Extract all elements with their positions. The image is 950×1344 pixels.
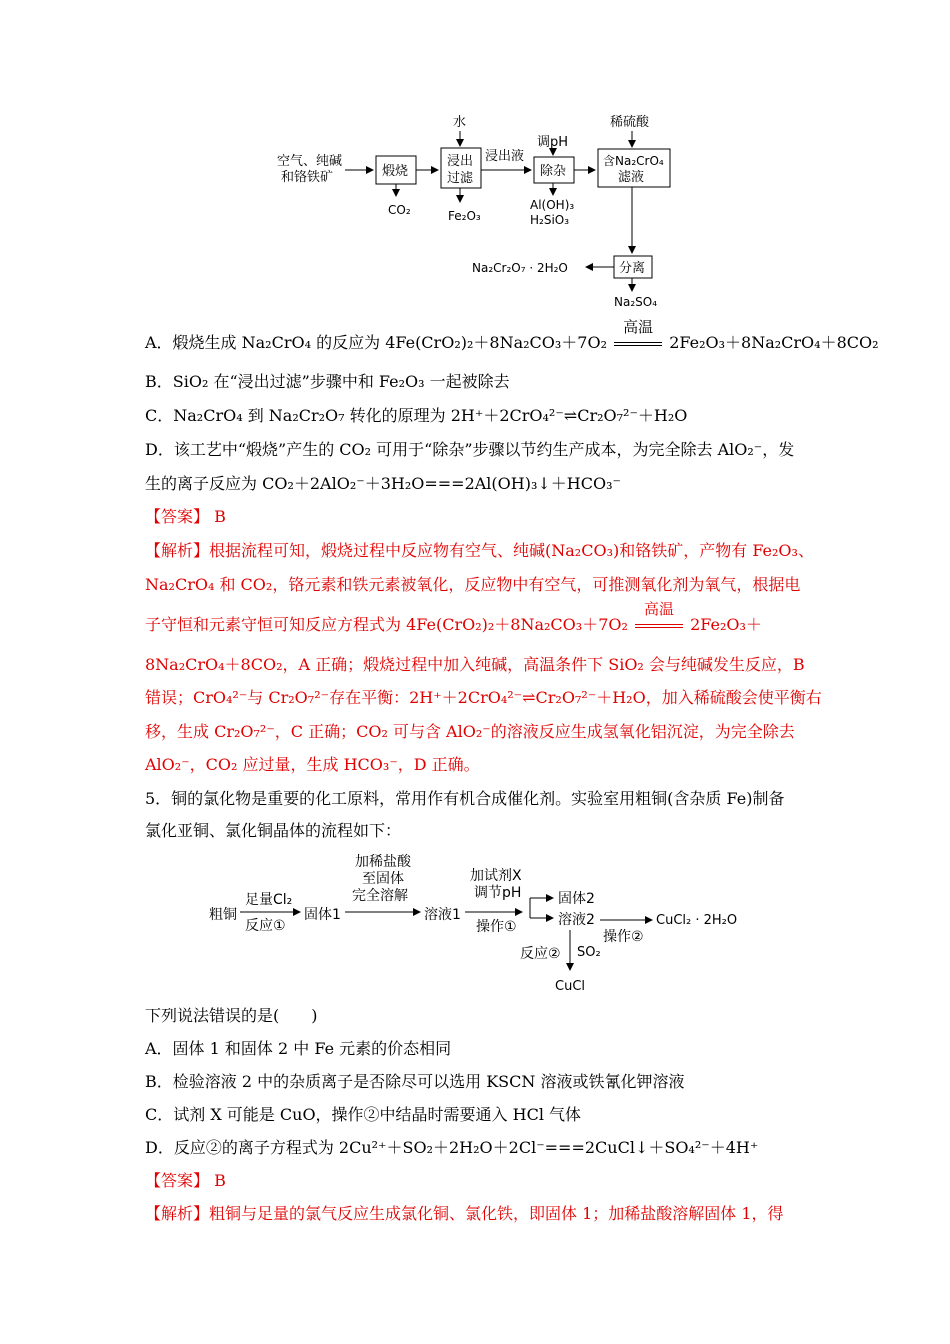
analysis-text: 根据流程可知，煅烧过程中反应物有空气、纯碱(Na₂CO₃)和铬铁矿，产物有 Fe₂O₃、 — [209, 541, 814, 560]
water-label: 水 — [453, 115, 467, 130]
h2sio3-label: H₂SiO₃ — [530, 213, 570, 227]
analysis-eq-left: 子守恒和元素守恒可知反应方程式为 4Fe(CrO₂)₂＋8Na₂CO₃＋7O₂ — [145, 615, 628, 634]
answer-value: B — [214, 1171, 226, 1190]
solid2-label: 固体2 — [558, 891, 595, 907]
flow1-input-line2: 和铬铁矿 — [281, 170, 334, 185]
q4-analysis-line3 — [145, 600, 762, 636]
cucl2-label: CuCl₂ · 2H₂O — [656, 913, 738, 928]
q5-option-a: A．固体 1 和固体 2 中 Fe 元素的价态相同 — [145, 1039, 452, 1058]
q5-option-d: D．反应②的离子方程式为 2Cu²⁺＋SO₂＋2H₂O＋2Cl⁻===2CuCl↓＋SO₄²⁻＋4H⁺ — [145, 1138, 759, 1157]
q4-option-c: C．Na₂CrO₄ 到 Na₂Cr₂O₇ 转化的原理为 2H⁺＋2CrO₄²⁻⇌Cr₂O₇²⁻＋H₂O — [145, 406, 688, 425]
cl2-label: 足量Cl₂ — [245, 892, 293, 908]
q4-answer — [145, 506, 226, 528]
so2-label: SO₂ — [577, 945, 601, 960]
reagent-x-1: 加试剂X — [470, 868, 522, 884]
q5-option-c: C．试剂 X 可能是 CuO，操作②中结晶时需要通入 HCl 气体 — [145, 1105, 582, 1124]
q5-option-b: B．检验溶液 2 中的杂质离子是否除尽可以选用 KSCN 溶液或铁氰化钾溶液 — [145, 1072, 685, 1091]
q4-analysis-line1 — [145, 540, 814, 562]
q4-analysis-line2: Na₂CrO₄ 和 CO₂，铬元素和铁元素被氧化，反应物中有空气，可推测氧化剂为氧气，根据电 — [145, 575, 801, 594]
q4-analysis-line5: 错误；CrO₄²⁻与 Cr₂O₇²⁻存在平衡：2H⁺＋2CrO₄²⁻⇌Cr₂O₇²⁻＋H₂O，加入稀硫酸会使平衡右 — [145, 688, 822, 707]
condition-high-temp — [633, 600, 685, 636]
reaction1-label: 反应① — [245, 918, 286, 934]
q5-stem-line1: 5．铜的氯化物是重要的化工原料，常用作有机合成催化剂。实验室用粗铜(含杂质 Fe)制备 — [145, 789, 785, 808]
condition-high-temp — [612, 318, 664, 354]
flow1-input-line1: 空气、纯碱 — [277, 154, 343, 169]
condition-label: 高温 — [643, 600, 674, 618]
q4-option-d-line2: 生的离子反应为 CO₂＋2AlO₂⁻＋3H₂O===2Al(OH)₃↓＋HCO₃⁻ — [145, 474, 621, 493]
q5-stem-line2: 氯化亚铜、氯化铜晶体的流程如下： — [145, 821, 402, 840]
op1-label: 操作① — [476, 919, 517, 935]
q5-answer — [145, 1170, 226, 1192]
leachate-label: 浸出液 — [485, 149, 525, 164]
analysis-text: 粗铜与足量的氯气反应生成氯化铜、氯化铁，即固体 1；加稀盐酸溶解固体 1，得 — [209, 1204, 784, 1223]
q4-analysis-line6: 移，生成 Cr₂O₇²⁻，C 正确；CO₂ 可与含 AlO₂⁻的溶液反应生成氢氧化铝沉淀，为完全除去 — [145, 722, 795, 741]
filtrate-label-2: 滤液 — [618, 170, 645, 185]
hcl-step-1: 加稀盐酸 — [355, 854, 411, 870]
analysis-tag: 【解析】 — [145, 541, 210, 560]
na2so4-label: Na₂SO₄ — [614, 295, 658, 309]
filtrate-label-1: 含Na₂CrO₄ — [603, 154, 664, 168]
answer-value: B — [214, 507, 226, 526]
fe2o3-label: Fe₂O₃ — [448, 209, 481, 223]
leach-label-2: 过滤 — [447, 171, 474, 186]
leach-label-1: 浸出 — [447, 154, 474, 169]
solution1-label: 溶液1 — [424, 907, 461, 923]
chromium-process-flowchart — [0, 0, 950, 320]
calcine-label: 煅烧 — [382, 164, 409, 179]
q4-analysis-line7: AlO₂⁻，CO₂ 应过量，生成 HCO₃⁻，D 正确。 — [145, 755, 480, 774]
q5-ask: 下列说法错误的是( ) — [145, 1006, 318, 1025]
analysis-tag: 【解析】 — [145, 1204, 210, 1223]
solution2-label: 溶液2 — [558, 912, 595, 928]
product-label: Na₂Cr₂O₇ · 2H₂O — [472, 261, 568, 275]
crude-cu-label: 粗铜 — [209, 907, 237, 923]
condition-label: 高温 — [623, 318, 654, 336]
adjust-ph-label: 调pH — [537, 135, 569, 150]
analysis-eq-right: 2Fe₂O₃＋ — [690, 615, 762, 634]
q4-option-d-line1: D．该工艺中“煅烧”产生的 CO₂ 可用于“除杂”步骤以节约生产成本，为完全除去 AlO₂⁻，发 — [145, 440, 795, 459]
q4-option-a-right: 2Fe₂O₃＋8Na₂CrO₄＋8CO₂ — [669, 333, 879, 352]
op2-label: 操作② — [603, 929, 644, 945]
reagent-x-2: 调节pH — [474, 885, 522, 901]
co2-label: CO₂ — [388, 203, 411, 217]
q4-option-a-left: A．煅烧生成 Na₂CrO₄ 的反应为 4Fe(CrO₂)₂＋8Na₂CO₃＋7O₂ — [145, 333, 608, 352]
q5-analysis-line1 — [145, 1203, 784, 1225]
dilute-acid-label: 稀硫酸 — [610, 115, 650, 130]
answer-tag: 【答案】 — [145, 1171, 210, 1190]
q4-option-a — [145, 318, 879, 354]
hcl-step-2: 至固体 — [362, 871, 404, 887]
hcl-step-3: 完全溶解 — [352, 888, 408, 904]
answer-tag: 【答案】 — [145, 507, 210, 526]
reaction2-label: 反应② — [520, 946, 561, 962]
aloh3-label: Al(OH)₃ — [530, 198, 575, 212]
purify-label: 除杂 — [540, 164, 567, 179]
solid1-label: 固体1 — [304, 907, 341, 923]
cucl-label: CuCl — [555, 979, 586, 994]
q4-option-b: B．SiO₂ 在“浸出过滤”步骤中和 Fe₂O₃ 一起被除去 — [145, 372, 510, 391]
q4-analysis-line4: 8Na₂CrO₄＋8CO₂，A 正确；煅烧过程中加入纯碱，高温条件下 SiO₂ 会与纯碱发生反应，B — [145, 655, 805, 674]
separate-label: 分离 — [619, 261, 646, 276]
